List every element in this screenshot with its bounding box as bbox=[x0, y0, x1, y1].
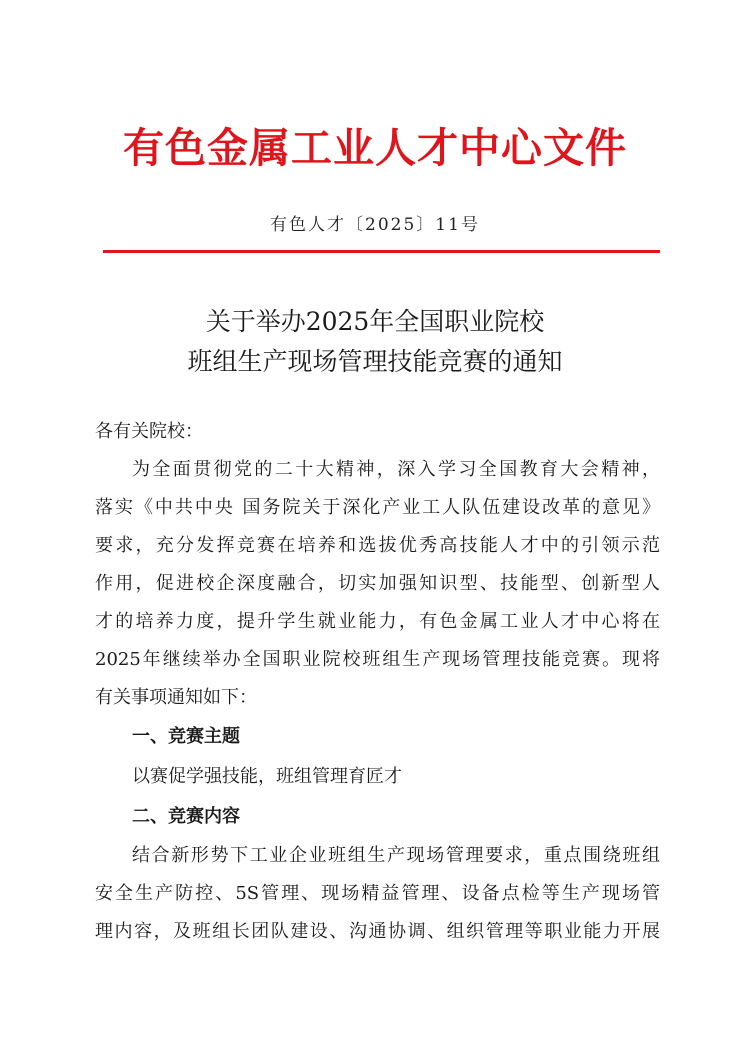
paragraph-line: 作用，促进校企深度融合，切实加强知识型、技能型、创新型人 bbox=[95, 573, 660, 594]
title-line-2: 班组生产现场管理技能竞赛的通知 bbox=[187, 347, 563, 376]
title-line-1: 关于举办2025年全国职业院校 bbox=[205, 307, 545, 336]
paragraph-line: 结合新形势下工业企业班组生产现场管理要求，重点围绕班组 bbox=[132, 845, 660, 866]
paragraph-line: 2025年继续举办全国职业院校班组生产现场管理技能竞赛。现将 bbox=[95, 649, 660, 670]
paragraph-line: 安全生产防控、5S管理、现场精益管理、设备点检等生产现场管 bbox=[95, 883, 660, 904]
paragraph-line: 落实《中共中央 国务院关于深化产业工人队伍建设改革的意见》 bbox=[95, 497, 660, 518]
paragraph-line: 要求，充分发挥竞赛在培养和选拔优秀高技能人才中的引领示范 bbox=[95, 535, 660, 556]
issuer-title: 有色金属工业人才中心文件 bbox=[123, 124, 627, 172]
paragraph-line: 有关事项通知如下： bbox=[95, 687, 257, 708]
red-separator-line bbox=[103, 250, 660, 253]
section-heading-content: 二、竞赛内容 bbox=[132, 806, 240, 827]
notice-body bbox=[95, 413, 660, 951]
notice-title bbox=[0, 302, 750, 382]
salutation: 各有关院校： bbox=[95, 421, 203, 442]
paragraph-line: 理内容，及班组长团队建设、沟通协调、组织管理等职业能力开展 bbox=[95, 921, 660, 942]
paragraph-line: 才的培养力度，提升学生就业能力，有色金属工业人才中心将在 bbox=[95, 611, 660, 632]
section-text-theme: 以赛促学强技能，班组管理育匠才 bbox=[132, 766, 402, 787]
section-heading-theme: 一、竞赛主题 bbox=[132, 726, 240, 747]
document-number: 有色人才〔2025〕11号 bbox=[270, 215, 480, 235]
paragraph-line: 为全面贯彻党的二十大精神，深入学习全国教育大会精神， bbox=[132, 459, 660, 480]
